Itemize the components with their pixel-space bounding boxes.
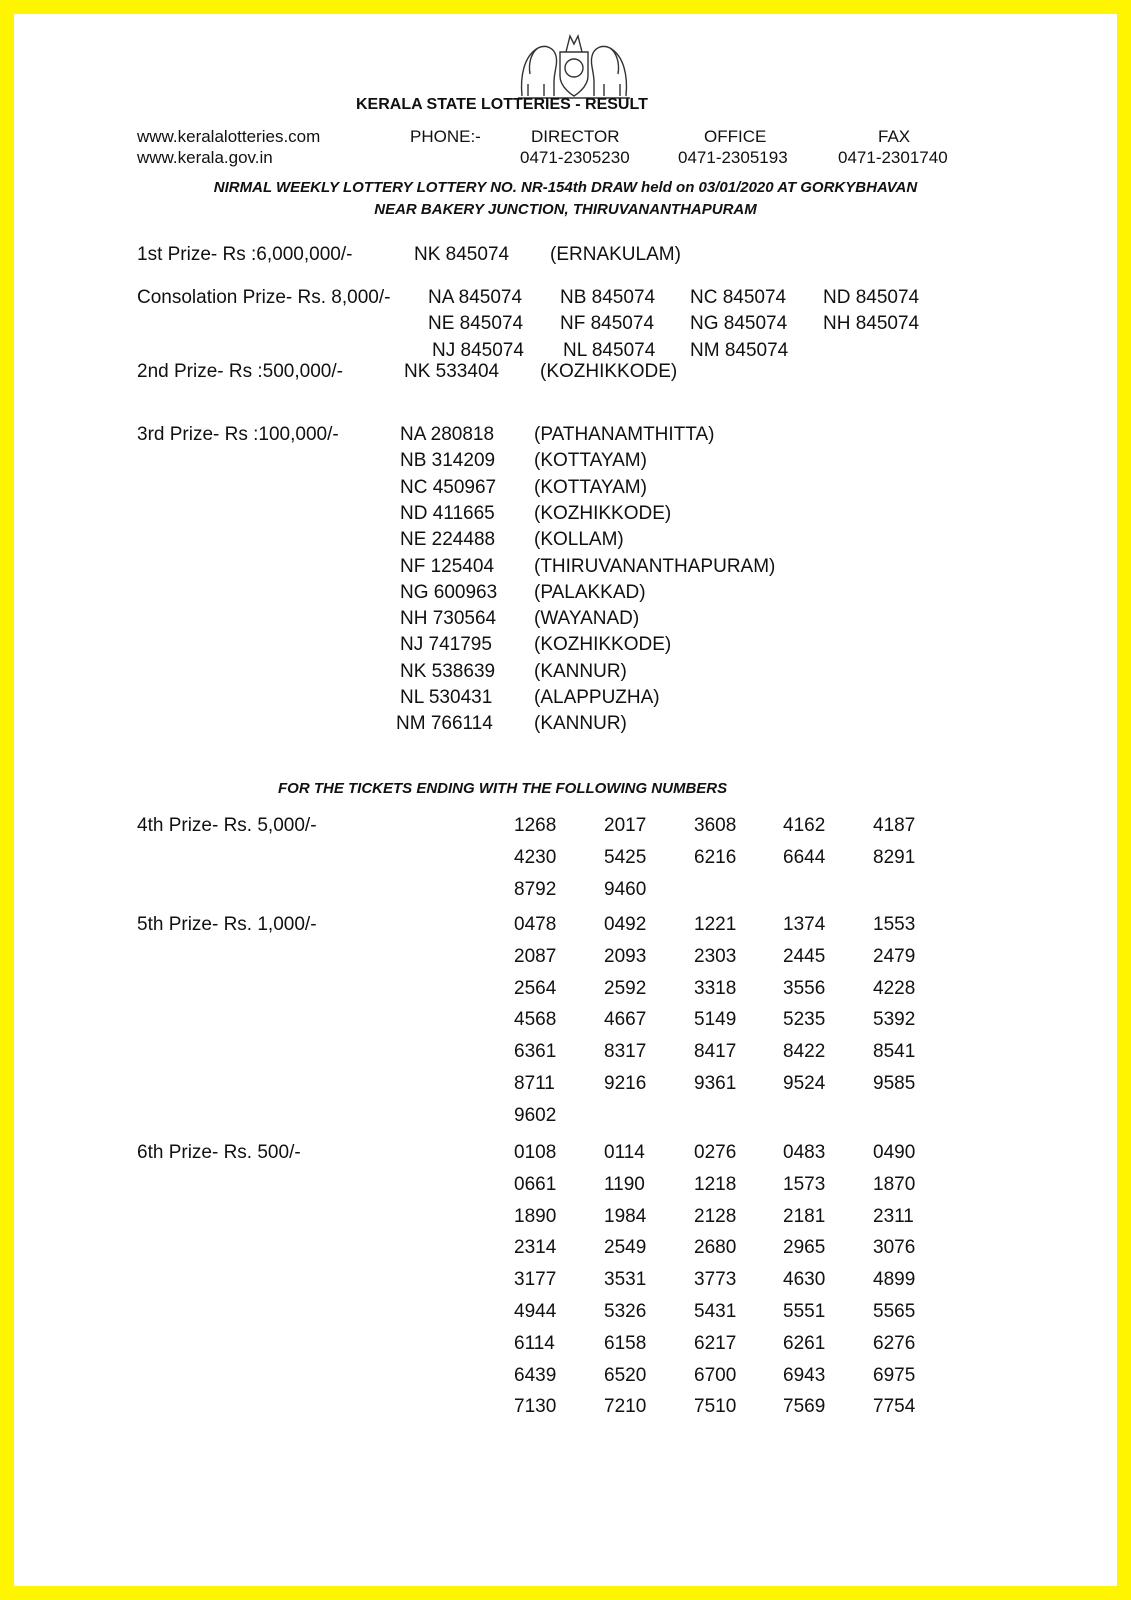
ending-number: 8317 (604, 1041, 647, 1063)
ending-number: 2680 (694, 1237, 737, 1259)
ending-number: 3318 (694, 977, 737, 999)
third-prize-place: (KANNUR) (534, 660, 627, 682)
ending-number: 2128 (694, 1205, 737, 1227)
ending-number: 4162 (783, 815, 826, 836)
ending-number: 2311 (873, 1205, 914, 1227)
ending-number: 2093 (604, 945, 647, 967)
ending-number: 7130 (514, 1396, 557, 1418)
ending-number: 5565 (873, 1301, 916, 1322)
ending-number: 1221 (694, 914, 737, 935)
third-prize-place: (THIRUVANANTHAPURAM) (534, 555, 776, 577)
ending-number: 5326 (604, 1301, 647, 1322)
first-prize-label: 1st Prize- Rs :6,000,000/- (137, 244, 353, 265)
ending-number: 9524 (783, 1073, 826, 1094)
ending-number: 2965 (783, 1237, 826, 1259)
ending-number: 4667 (604, 1009, 647, 1031)
consolation-ticket: NA 845074 (428, 287, 523, 308)
ending-number: 1573 (783, 1173, 826, 1195)
ending-number: 1984 (604, 1205, 647, 1227)
third-prize-place: (KOZHIKKODE) (534, 502, 672, 524)
ending-number: 5392 (873, 1009, 916, 1031)
third-prize-ticket: NK 538639 (400, 660, 496, 682)
ending-number: 8711 (514, 1073, 555, 1094)
website-link-1[interactable]: www.keralalotteries.com (137, 127, 321, 146)
ending-number: 2479 (873, 945, 916, 967)
consolation-ticket: ND 845074 (823, 287, 920, 308)
ending-number: 0483 (783, 1142, 826, 1163)
ending-number: 8541 (873, 1041, 916, 1063)
ending-number: 6114 (514, 1332, 555, 1354)
third-prize-ticket: NJ 741795 (400, 634, 492, 656)
consolation-ticket: NF 845074 (560, 313, 655, 334)
ending-number: 5149 (694, 1009, 737, 1031)
ending-number: 5551 (783, 1301, 826, 1322)
page-title: KERALA STATE LOTTERIES - RESULT (356, 96, 648, 113)
ending-number: 0108 (514, 1142, 557, 1163)
third-prize-ticket: NE 224488 (400, 529, 496, 551)
ending-number: 9585 (873, 1073, 916, 1094)
ending-number: 2592 (604, 977, 647, 999)
ending-number: 9460 (604, 878, 647, 900)
third-prize-ticket: NF 125404 (400, 555, 495, 577)
ending-number: 7510 (694, 1396, 737, 1418)
second-prize-ticket: NK 533404 (404, 361, 500, 382)
fax-label: FAX (878, 127, 911, 146)
third-prize-place: (KOTTAYAM) (534, 450, 647, 472)
ending-number: 2564 (514, 977, 557, 999)
ending-number: 2314 (514, 1237, 557, 1259)
ending-number: 8417 (694, 1041, 737, 1063)
consolation-ticket: NB 845074 (560, 287, 656, 308)
ending-number: 8422 (783, 1041, 826, 1063)
director-label: DIRECTOR (531, 127, 620, 146)
third-prize-ticket: NC 450967 (400, 476, 497, 498)
ending-number: 4187 (873, 815, 916, 836)
ending-number: 4568 (514, 1009, 557, 1031)
second-prize-place: (KOZHIKKODE) (540, 361, 678, 382)
draw-info-line-1: NIRMAL WEEKLY LOTTERY LOTTERY NO. NR-154th DRAW held on 03/01/2020 AT GORKYBHAVAN (213, 179, 918, 196)
consolation-ticket: NC 845074 (690, 287, 787, 308)
ending-number: 6943 (783, 1364, 826, 1386)
phone-label: PHONE:- (410, 127, 481, 146)
ending-number: 3556 (783, 977, 826, 999)
ending-number: 8291 (873, 846, 916, 868)
office-label: OFFICE (704, 127, 767, 146)
ending-number: 7754 (873, 1396, 916, 1418)
fourth-prize-label: 4th Prize- Rs. 5,000/- (137, 815, 317, 836)
ending-number: 5425 (604, 846, 647, 868)
ending-number: 9361 (694, 1073, 737, 1094)
ending-number: 6520 (604, 1364, 647, 1386)
ending-number: 2181 (783, 1205, 826, 1227)
office-phone: 0471-2305193 (678, 148, 788, 167)
ending-number: 5431 (694, 1301, 737, 1322)
third-prize-place: (PALAKKAD) (534, 581, 646, 603)
kerala-emblem-icon (514, 26, 634, 106)
ending-number: 1218 (694, 1173, 737, 1195)
ending-number: 0276 (694, 1142, 737, 1163)
first-prize-place: (ERNAKULAM) (550, 244, 681, 265)
third-prize-ticket: ND 411665 (400, 502, 495, 524)
ending-number: 9602 (514, 1104, 557, 1126)
ending-number: 6361 (514, 1041, 557, 1063)
third-prize-place: (PATHANAMTHITTA) (534, 424, 715, 445)
third-prize-place: (KOLLAM) (534, 529, 624, 551)
ending-number: 6975 (873, 1364, 916, 1386)
ending-number: 1268 (514, 815, 557, 836)
ending-number: 1553 (873, 914, 916, 935)
ending-number: 3773 (694, 1269, 737, 1291)
ending-number: 2445 (783, 945, 826, 967)
draw-info-line-2: NEAR BAKERY JUNCTION, THIRUVANANTHAPURAM (374, 201, 757, 218)
ending-number: 2017 (604, 815, 647, 836)
fifth-prize-label: 5th Prize- Rs. 1,000/- (137, 914, 317, 935)
sixth-prize-label: 6th Prize- Rs. 500/- (137, 1142, 301, 1163)
second-prize-label: 2nd Prize- Rs :500,000/- (137, 361, 343, 382)
fax-phone: 0471-2301740 (838, 148, 948, 167)
ending-number: 1190 (604, 1173, 645, 1195)
ending-number: 7210 (604, 1396, 647, 1418)
consolation-ticket: NM 845074 (690, 340, 789, 361)
ending-number: 7569 (783, 1396, 826, 1418)
ending-number: 3177 (514, 1269, 557, 1291)
consolation-ticket: NL 845074 (563, 340, 656, 361)
ending-number: 3531 (604, 1269, 647, 1291)
third-prize-ticket: NL 530431 (400, 687, 493, 708)
ending-number: 3608 (694, 815, 737, 836)
ending-number: 6276 (873, 1332, 916, 1354)
ending-number: 1374 (783, 914, 826, 935)
ending-number: 2303 (694, 945, 737, 967)
ending-number: 6644 (783, 846, 826, 868)
third-prize-ticket: NH 730564 (400, 608, 497, 630)
ending-number: 0490 (873, 1142, 916, 1163)
consolation-ticket: NE 845074 (428, 313, 524, 334)
ending-number: 4230 (514, 846, 557, 868)
ending-number: 6216 (694, 846, 737, 868)
ending-number: 1890 (514, 1205, 557, 1227)
ending-number: 6158 (604, 1332, 647, 1354)
ending-number: 0661 (514, 1173, 557, 1195)
consolation-ticket: NG 845074 (690, 313, 788, 334)
ending-number: 4899 (873, 1269, 916, 1291)
third-prize-label: 3rd Prize- Rs :100,000/- (137, 424, 339, 445)
third-prize-place: (WAYANAD) (534, 608, 640, 630)
ending-number: 3076 (873, 1237, 916, 1259)
third-prize-place: (KOTTAYAM) (534, 476, 647, 498)
ending-number: 0492 (604, 914, 647, 935)
ending-number: 4944 (514, 1301, 557, 1322)
ending-number: 2549 (604, 1237, 647, 1259)
ending-number: 4228 (873, 977, 916, 999)
third-prize-ticket: NA 280818 (400, 424, 495, 445)
ending-numbers-heading: FOR THE TICKETS ENDING WITH THE FOLLOWING NUMBERS (278, 780, 728, 797)
ending-number: 1870 (873, 1173, 916, 1195)
third-prize-ticket: NB 314209 (400, 450, 496, 472)
ending-number: 2087 (514, 945, 557, 967)
ending-number: 4630 (783, 1269, 826, 1291)
result-sheet (14, 14, 1117, 1586)
third-prize-place: (KOZHIKKODE) (534, 634, 672, 656)
third-prize-ticket: NG 600963 (400, 581, 498, 603)
ending-number: 0114 (604, 1142, 645, 1163)
consolation-ticket: NJ 845074 (432, 340, 524, 361)
director-phone: 0471-2305230 (520, 148, 630, 167)
website-link-2[interactable]: www.kerala.gov.in (137, 148, 273, 167)
ending-number: 5235 (783, 1009, 826, 1031)
third-prize-place: (KANNUR) (534, 713, 627, 735)
ending-number: 6261 (783, 1332, 826, 1354)
ending-number: 6700 (694, 1364, 737, 1386)
first-prize-ticket: NK 845074 (414, 244, 510, 265)
ending-number: 9216 (604, 1073, 647, 1094)
consolation-ticket: NH 845074 (823, 313, 920, 334)
consolation-prize-label: Consolation Prize- Rs. 8,000/- (137, 287, 391, 308)
ending-number: 8792 (514, 878, 557, 900)
ending-number: 0478 (514, 914, 557, 935)
ending-number: 6217 (694, 1332, 737, 1354)
ending-number: 6439 (514, 1364, 557, 1386)
third-prize-ticket: NM 766114 (396, 713, 493, 735)
third-prize-place: (ALAPPUZHA) (534, 687, 660, 708)
